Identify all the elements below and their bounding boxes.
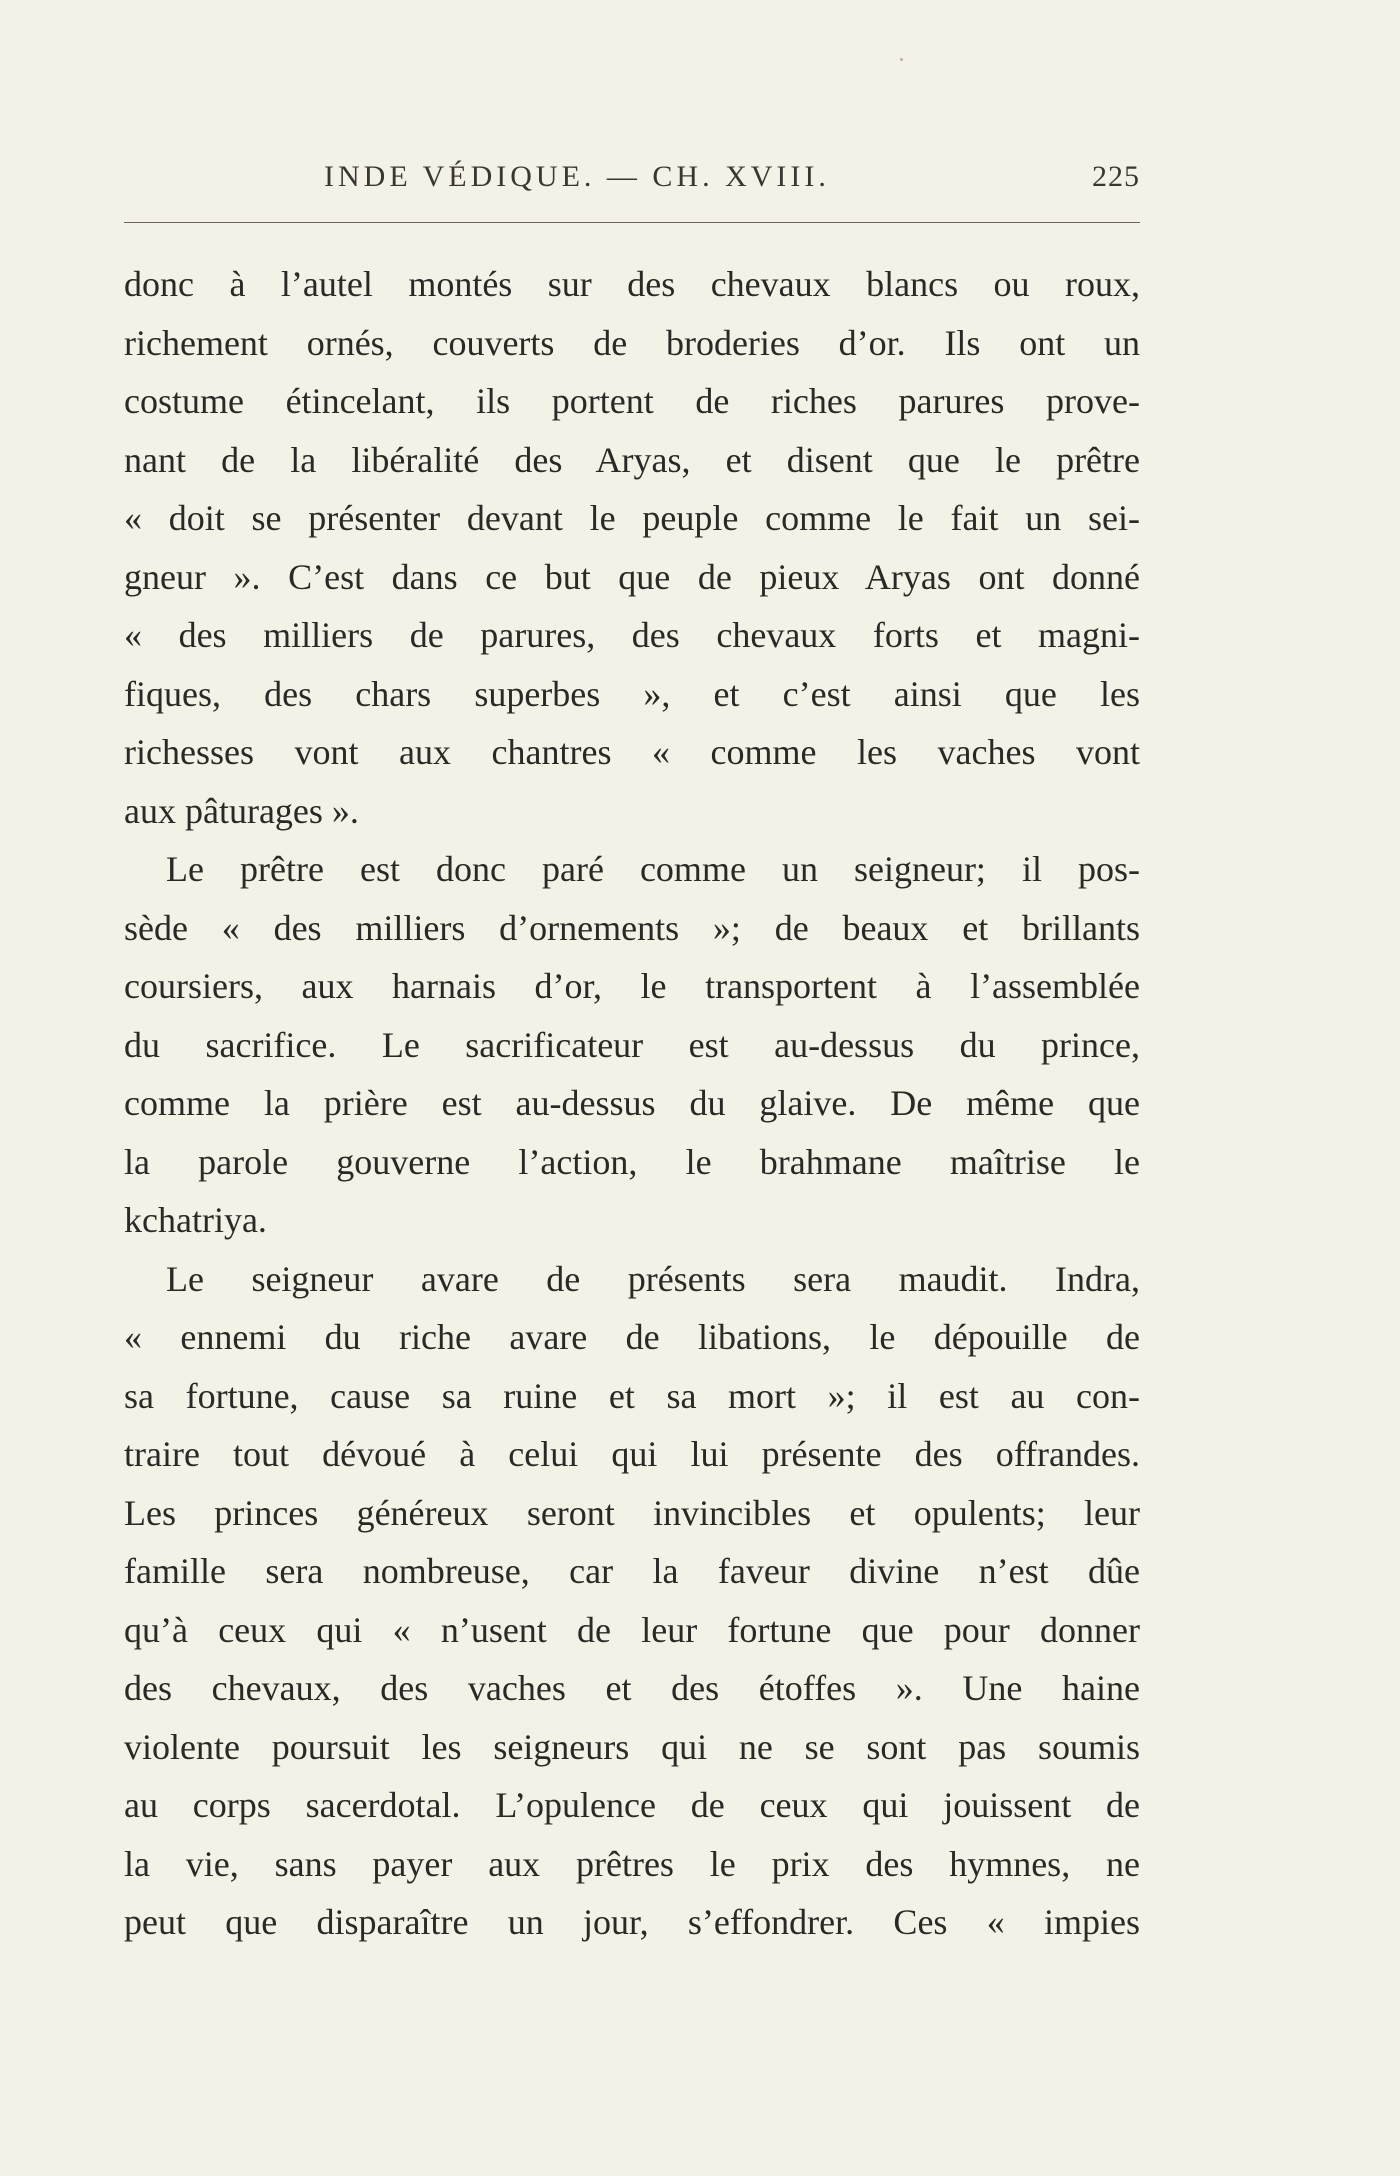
running-head [124, 160, 1140, 204]
text-line: sède « des milliers d’ornements »; de beaux et brillants [124, 907, 1140, 948]
text-line: costume étincelant, ils portent de riches parures prove- [124, 381, 1140, 421]
text-line: richesses vont aux chantres « comme les vaches vont [124, 732, 1140, 772]
text-line: richement ornés, couverts de broderies d’or. Ils ont un [124, 322, 1140, 363]
text-line: sa fortune, cause sa ruine et sa mort »; il est au con- [124, 1375, 1140, 1416]
text-line: Le seigneur avare de présents sera maudit. Indra, [166, 1258, 1140, 1299]
text-line: la vie, sans payer aux prêtres le prix des hymnes, ne [124, 1843, 1140, 1884]
text-line: « doit se présenter devant le peuple comme le fait un sei- [124, 498, 1140, 538]
text-line: aux pâturages ». [124, 790, 359, 831]
text-line: du sacrifice. Le sacrificateur est au-dessus du prince, [124, 1024, 1140, 1065]
text-line: « ennemi du riche avare de libations, le dépouille de [124, 1317, 1140, 1357]
text-line: fiques, des chars superbes », et c’est ainsi que les [124, 673, 1140, 714]
text-line: nant de la libéralité des Aryas, et disent que le prêtre [124, 439, 1140, 480]
text-line: Le prêtre est donc paré comme un seigneur; il pos- [166, 849, 1140, 889]
text-line: famille sera nombreuse, car la faveur divine n’est dûe [124, 1551, 1140, 1591]
paper-speck [900, 58, 903, 61]
header-rule [124, 222, 1140, 223]
text-line: violente poursuit les seigneurs qui ne se sont pas soumis [124, 1726, 1140, 1767]
running-title: INDE VÉDIQUE. — CH. XVIII. [324, 160, 830, 193]
text-line: au corps sacerdotal. L’opulence de ceux qui jouissent de [124, 1785, 1140, 1825]
text-line: qu’à ceux qui « n’usent de leur fortune que pour donner [124, 1609, 1140, 1650]
page-number: 225 [1092, 160, 1140, 193]
text-line: des chevaux, des vaches et des étoffes ». Une haine [124, 1668, 1140, 1708]
text-line: Les princes généreux seront invincibles et opulents; leur [124, 1492, 1140, 1533]
text-line: peut que disparaître un jour, s’effondrer. Ces « impies [124, 1902, 1140, 1942]
text-line: kchatriya. [124, 1200, 267, 1240]
text-line: traire tout dévoué à celui qui lui présente des offrandes. [124, 1434, 1140, 1474]
text-line: comme la prière est au-dessus du glaive. De même que [124, 1083, 1140, 1123]
text-line: gneur ». C’est dans ce but que de pieux Aryas ont donné [124, 556, 1140, 597]
text-line: « des milliers de parures, des chevaux forts et magni- [124, 615, 1140, 655]
body-text [124, 255, 1140, 1952]
text-line: donc à l’autel montés sur des chevaux blancs ou roux, [124, 264, 1140, 304]
text-line: coursiers, aux harnais d’or, le transportent à l’assemblée [124, 966, 1140, 1006]
text-line: la parole gouverne l’action, le brahmane maîtrise le [124, 1141, 1140, 1182]
